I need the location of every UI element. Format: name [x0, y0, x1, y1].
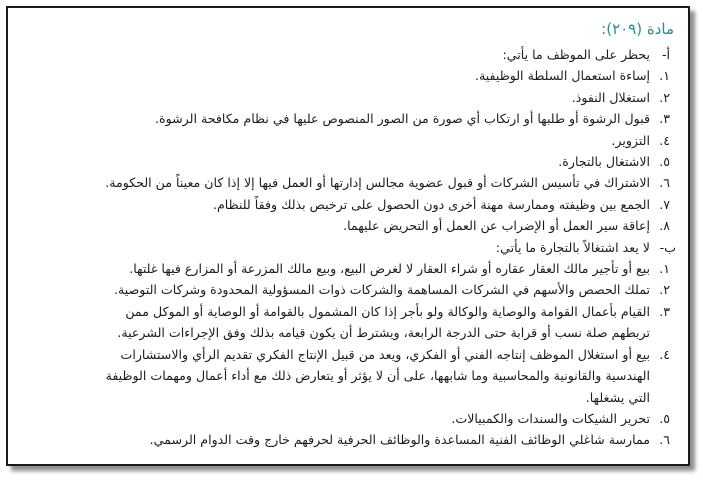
list-item	[22, 301, 674, 322]
item-number: ٥.	[659, 154, 670, 170]
item-text: الهندسية والقانونية والمحاسبية وما شابهها، على أن لا يؤثر أو يتعارض ذلك مع أداء أعمال ومهمات الوظيفة	[105, 368, 650, 384]
item-number: ٢.	[659, 282, 670, 298]
item-text: إساءة استعمال السلطة الوظيفية.	[474, 68, 650, 84]
item-number: ٣.	[659, 111, 670, 127]
section-a-heading-text: يحظر على الموظف ما يأتي:	[502, 47, 650, 62]
list-item-continuation	[22, 322, 674, 343]
item-text: قبول الرشوة أو طلبها أو ارتكاب أي صورة من الصور المنصوص عليها في نظام مكافحة الرشوة.	[155, 111, 650, 127]
list-item-continuation	[22, 387, 674, 408]
section-b-heading	[22, 237, 674, 258]
article-content	[22, 18, 674, 451]
item-number: ١.	[659, 261, 670, 277]
list-item	[22, 194, 674, 215]
list-item	[22, 279, 674, 300]
list-item	[22, 65, 674, 86]
item-text: التزوير.	[611, 132, 650, 148]
list-item-continuation	[22, 365, 674, 386]
item-number: ٤.	[659, 346, 670, 362]
list-item	[22, 108, 674, 129]
list-item	[22, 151, 674, 172]
item-text: إعاقة سير العمل أو الإضراب عن العمل أو التحريض عليهما.	[343, 218, 650, 234]
item-text: استغلال النفوذ.	[571, 89, 650, 105]
item-number: ٥.	[659, 410, 670, 426]
item-text: الجمع بين وظيفته وممارسة مهنة أخرى دون الحصول على ترخيص بذلك وفقاً للنظام.	[212, 196, 650, 212]
item-number: ٦.	[659, 432, 670, 448]
item-text: الاشتغال بالتجارة.	[558, 154, 650, 170]
item-number: ٤.	[659, 132, 670, 148]
item-number: ٦.	[659, 175, 670, 191]
item-text: بيع أو استغلال الموظف إنتاجه الفني أو الفكري، ويعد من قبيل الإنتاج الفكري تقديم الرأي والاستشارات	[120, 346, 650, 362]
list-item	[22, 87, 674, 108]
item-text: الاشتراك في تأسيس الشركات أو قبول عضوية مجالس إدارتها أو العمل فيها إلا إذا كان معيناً من الحكومة.	[105, 175, 650, 191]
list-item	[22, 344, 674, 365]
list-item	[22, 408, 674, 429]
section-b-heading-text: لا يعد اشتغالاً بالتجارة ما يأتي:	[495, 239, 650, 255]
list-item	[22, 130, 674, 151]
section-b-marker: ب-	[659, 239, 676, 255]
item-number: ٢.	[659, 89, 670, 105]
document-frame	[6, 6, 690, 466]
section-a-heading	[22, 44, 674, 65]
item-number: ١.	[659, 68, 670, 84]
item-number: ٣.	[659, 303, 670, 319]
item-text: تربطهم صلة نسب أو قرابة حتى الدرجة الرابعة، ويشترط أن يكون قيامه بذلك وفق الإجراءات الشرعية.	[117, 325, 650, 341]
item-number: ٨.	[659, 218, 670, 234]
list-item	[22, 215, 674, 236]
item-text: التي يشغلها.	[585, 389, 650, 405]
list-item	[22, 258, 674, 279]
item-text: تحرير الشيكات والسندات والكمبيالات.	[451, 410, 650, 426]
list-item	[22, 429, 674, 450]
item-text: تملك الحصص والأسهم في الشركات المساهمة والشركات ذوات المسؤولية المحدودة وشركات التوصية.	[114, 282, 650, 298]
item-number: ٧.	[659, 196, 670, 212]
item-text: القيام بأعمال القوامة والوصاية والوكالة ولو بأجر إذا كان المشمول بالقوامة أو الوصاية أو الموكل ممن	[125, 303, 650, 319]
item-text: بيع أو تأجير مالك العقار عقاره أو شراء العقار لا لغرض البيع، وبيع مالك المزرعة أو المزارع فيها غلتها.	[129, 261, 650, 277]
item-text: ممارسة شاغلي الوظائف الفنية المساعدة والوظائف الحرفية لحرفهم خارج وقت الدوام الرسمي.	[149, 432, 650, 448]
list-item	[22, 172, 674, 193]
section-a-marker: أ-	[661, 47, 670, 62]
article-title: مادة (٢٠٩):	[601, 20, 674, 38]
